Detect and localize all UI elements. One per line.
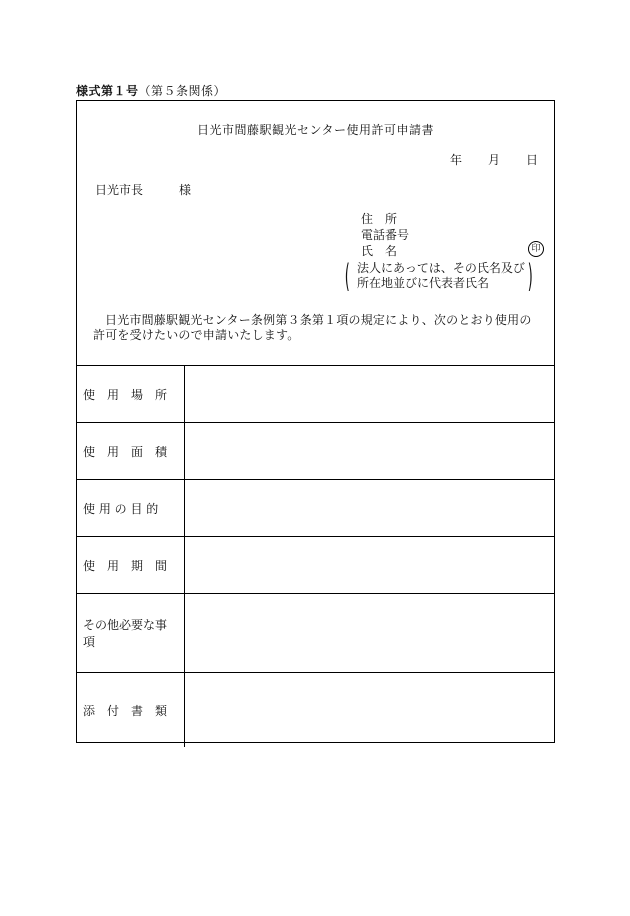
application-table <box>77 365 554 742</box>
row-label: その他必要な事項 <box>77 594 185 672</box>
usage-location-field[interactable] <box>185 366 554 422</box>
usage-purpose-field[interactable] <box>185 480 554 536</box>
address-label: 住 所 <box>361 212 398 226</box>
application-statement: 日光市間藤駅観光センター条例第３条第１項の規定により、次のとおり使用の許可を受けたいので申請いたします。 <box>93 313 532 342</box>
name-label: 氏 名 <box>361 244 398 258</box>
table-row-attachments <box>77 672 554 747</box>
table-row-location <box>77 366 554 422</box>
row-label: 添 付 書 類 <box>77 673 185 747</box>
date-line <box>424 151 538 168</box>
form-number-main: 様式第１号 <box>76 84 139 98</box>
corporate-note <box>344 257 534 295</box>
other-matters-field[interactable] <box>185 594 554 672</box>
addressee-honorific: 様 <box>179 183 192 197</box>
form-number <box>76 82 226 99</box>
usage-period-field[interactable] <box>185 537 554 593</box>
table-row-period <box>77 536 554 593</box>
attachments-field[interactable] <box>185 673 554 747</box>
date-month: 月 <box>487 153 500 167</box>
phone-label: 電話番号 <box>361 228 410 242</box>
seal-mark: 印 <box>528 241 544 257</box>
row-label: 使 用 の 目 的 <box>77 480 185 536</box>
corporate-note-line2: 所在地並びに代表者氏名 <box>357 276 490 290</box>
addressee-name: 日光市長 <box>95 183 144 197</box>
application-form <box>76 100 555 743</box>
addressee <box>95 181 191 198</box>
table-row-area <box>77 422 554 479</box>
date-year: 年 <box>449 153 462 167</box>
left-bracket: ( <box>344 257 350 295</box>
form-number-clause: （第５条関係） <box>138 84 227 98</box>
row-label: 使 用 期 間 <box>77 537 185 593</box>
right-bracket: ) <box>528 257 534 295</box>
table-row-other <box>77 593 554 672</box>
applicant-block <box>361 211 409 259</box>
row-label: 使 用 場 所 <box>77 366 185 422</box>
row-label: 使 用 面 積 <box>77 423 185 479</box>
date-day: 日 <box>525 153 538 167</box>
usage-area-field[interactable] <box>185 423 554 479</box>
table-row-purpose <box>77 479 554 536</box>
form-title: 日光市間藤駅観光センター使用許可申請書 <box>196 123 435 137</box>
corporate-note-line1: 法人にあっては、その氏名及び <box>357 261 525 275</box>
